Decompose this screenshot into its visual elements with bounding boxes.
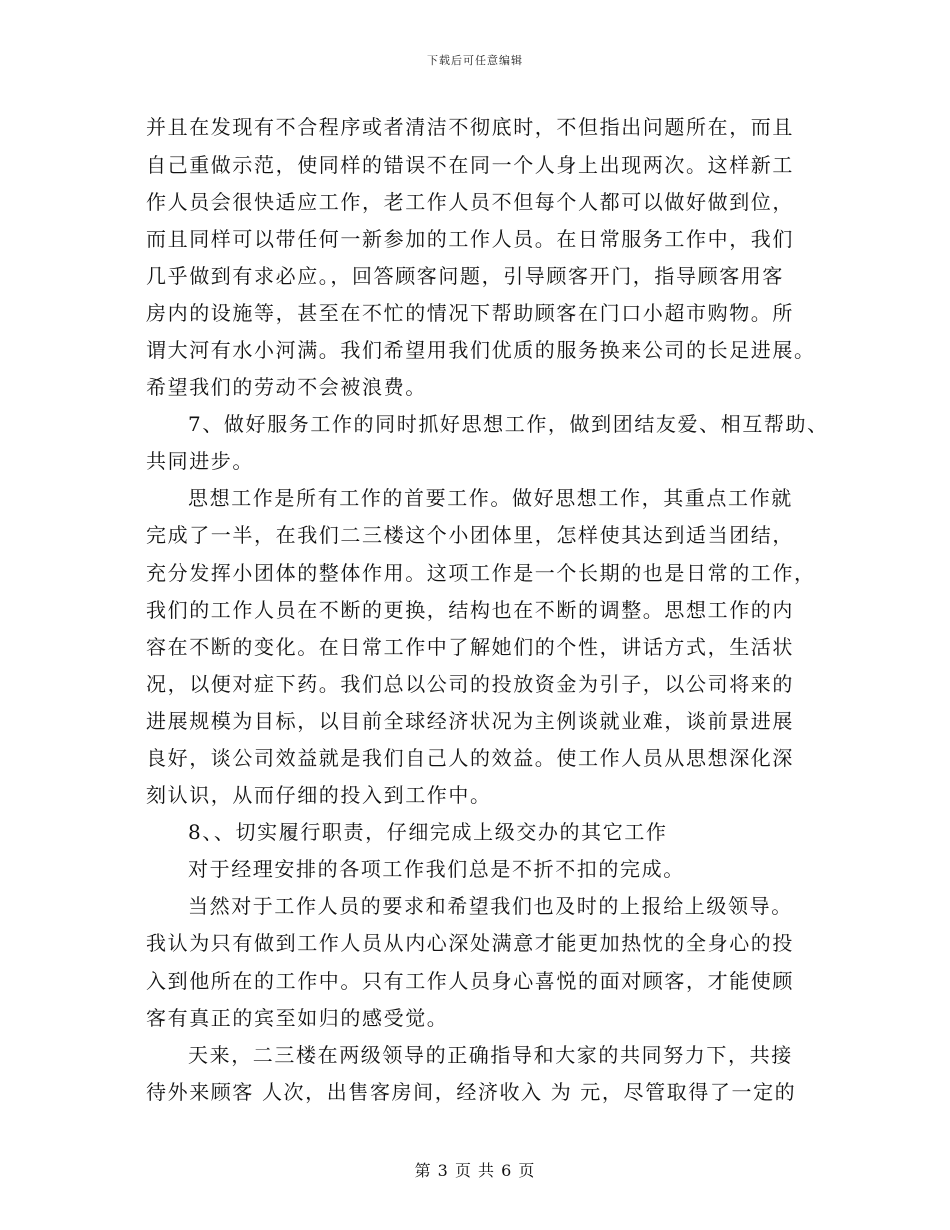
body-line: 希望我们的劳动不会被浪费。	[146, 375, 427, 399]
page-number-footer: 第 3 页 共 6 页	[414, 1161, 536, 1180]
body-line: 刻认识，从而仔细的投入到工作中。	[146, 783, 492, 807]
body-line: 共同进步。	[146, 449, 254, 473]
body-line: 而且同样可以带任何一新参加的工作人员。在日常服务工作中，我们	[146, 227, 794, 251]
body-line: 客有真正的宾至如归的感受觉。	[146, 1006, 449, 1030]
body-line: 当然对于工作人员的要求和希望我们也及时的上报给上级领导。	[188, 894, 793, 918]
body-line: 况，以便对症下药。我们总以公司的投放资金为引子，以公司将来的	[146, 672, 794, 696]
page-header-note: 下载后可任意编辑	[427, 54, 523, 67]
body-line: 我们的工作人员在不断的更换，结构也在不断的调整。思想工作的内	[146, 598, 794, 622]
body-line: 自己重做示范，使同样的错误不在同一个人身上出现两次。这样新工	[146, 153, 794, 177]
body-line: 并且在发现有不合程序或者清洁不彻底时，不但指出问题所在，而且	[146, 115, 794, 139]
body-line: 充分发挥小团体的整体作用。这项工作是一个长期的也是日常的工作，	[146, 561, 816, 585]
body-line: 天来，二三楼在两级领导的正确指导和大家的共同努力下，共接	[188, 1043, 793, 1067]
body-line: 进展规模为目标，以目前全球经济状况为主例谈就业难，谈前景进展	[146, 709, 794, 733]
body-line: 待外来顾客 人次，出售客房间，经济收入 为 元，尽管取得了一定的	[146, 1080, 797, 1104]
body-line: 7、做好服务工作的同时抓好思想工作，做到团结友爱、相互帮助、	[188, 412, 829, 436]
body-line: 思想工作是所有工作的首要工作。做好思想工作，其重点工作就	[188, 486, 793, 510]
body-line: 作人员会很快适应工作，老工作人员不但每个人都可以做好做到位，	[146, 190, 794, 214]
body-line: 几乎做到有求必应。，回答顾客问题，引导顾客开门，指导顾客用客	[146, 264, 784, 288]
body-line: 入到他所在的工作中。只有工作人员身心喜悦的面对顾客，才能使顾	[146, 969, 794, 993]
body-line: 房内的设施等，甚至在不忙的情况下帮助顾客在门口小超市购物。所	[146, 301, 794, 325]
body-line: 对于经理安排的各项工作我们总是不折不扣的完成。	[188, 857, 685, 881]
body-line: 8、、切实履行职责，仔细完成上级交办的其它工作	[188, 820, 668, 844]
body-line: 容在不断的变化。在日常工作中了解她们的个性，讲话方式，生活状	[146, 635, 794, 659]
body-line: 良好，谈公司效益就是我们自己人的效益。使工作人员从思想深化深	[146, 746, 794, 770]
body-line: 我认为只有做到工作人员从内心深处满意才能更加热忱的全身心的投	[146, 931, 794, 955]
body-line: 完成了一半，在我们二三楼这个小团体里，怎样使其达到适当团结，	[146, 523, 794, 547]
body-line: 谓大河有水小河满。我们希望用我们优质的服务换来公司的长足进展。	[146, 338, 816, 362]
